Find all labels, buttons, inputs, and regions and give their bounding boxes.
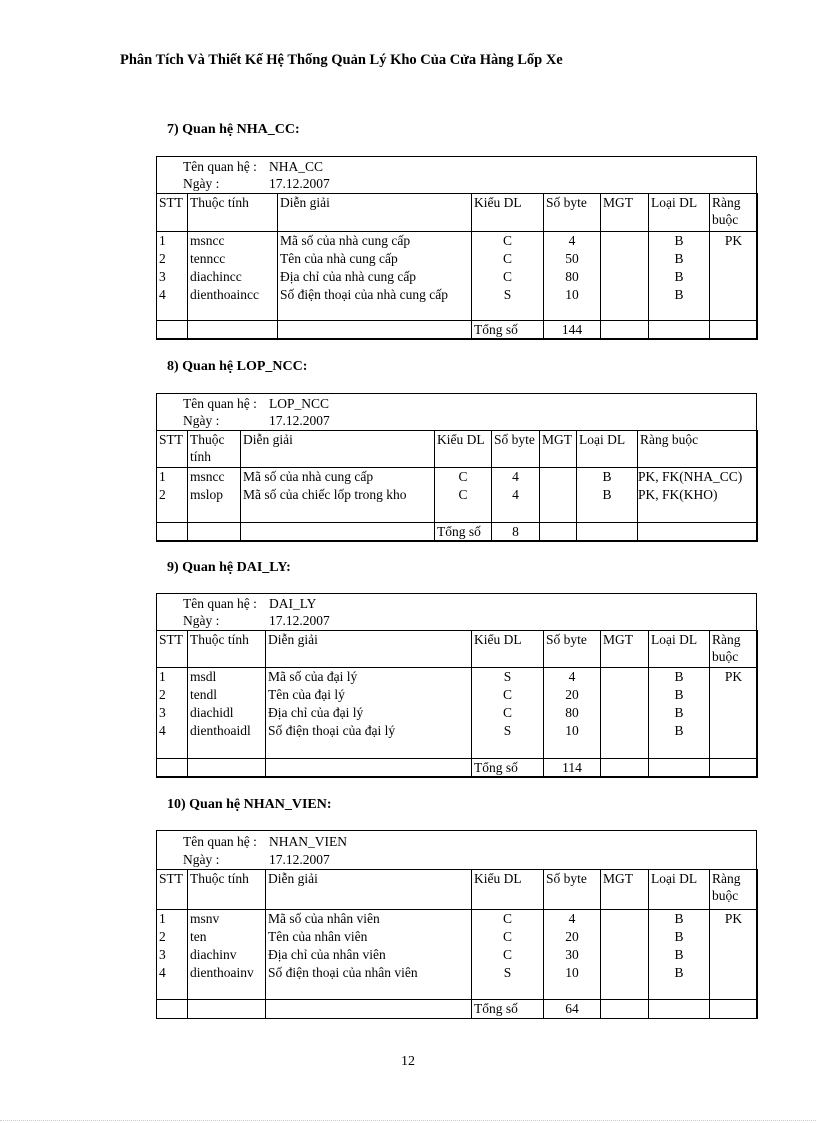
relation-name-label: Tên quan hệ : (183, 834, 257, 849)
col-header-thuoc-tinh: Thuộc tính (188, 431, 241, 468)
col-header-rang-buoc: Ràng buộc (710, 194, 758, 232)
description-cell: Mã số của đại lý Tên của đại lý Địa chỉ của đại lý Số điện thoại của đại lý (266, 668, 472, 759)
total-label: Tổng số (472, 1000, 544, 1019)
relation-table-lop-ncc (156, 393, 757, 541)
col-header-loai-dl: Loại DL (649, 631, 710, 668)
col-header-kieu-dl: Kiểu DL (472, 631, 544, 668)
total-label: Tổng số (472, 759, 544, 778)
total-row (157, 759, 758, 778)
table-header-row (157, 431, 758, 468)
col-header-mgt: MGT (601, 631, 649, 668)
table-body-row (157, 232, 758, 321)
relation-date-value: 17.12.2007 (269, 613, 330, 628)
bytes-cell: 4 50 80 10 (544, 232, 601, 321)
type-cell: S C C S (472, 668, 544, 759)
bytes-cell: 4 20 80 10 (544, 668, 601, 759)
total-value: 64 (544, 1000, 601, 1019)
col-header-stt: STT (157, 631, 188, 668)
relation-table-dai-ly (156, 593, 757, 777)
col-header-dien-giai: Diễn giải (266, 631, 472, 668)
relation-name-label: Tên quan hệ : (183, 396, 257, 411)
attribute-table (156, 430, 758, 542)
attribute-table (156, 193, 758, 340)
col-header-stt: STT (157, 431, 188, 468)
relation-info (157, 394, 756, 431)
total-row (157, 1000, 758, 1019)
relation-date-value: 17.12.2007 (269, 852, 330, 867)
type-cell: C C C S (472, 232, 544, 321)
constraint-cell: PK (710, 668, 758, 759)
col-header-stt: STT (157, 870, 188, 910)
col-header-mgt: MGT (601, 870, 649, 910)
col-header-dien-giai: Diễn giải (266, 870, 472, 910)
relation-date-value: 17.12.2007 (269, 413, 330, 428)
table-body-row (157, 910, 758, 1000)
stt-cell: 1 2 3 4 (157, 232, 188, 321)
constraint-cell: PK (710, 232, 758, 321)
col-header-so-byte: Số byte (544, 194, 601, 232)
kind-cell: B B B B (649, 232, 710, 321)
relation-date-label: Ngày : (183, 176, 220, 191)
kind-cell: B B B B (649, 668, 710, 759)
mgt-cell (601, 668, 649, 759)
col-header-dien-giai: Diễn giải (241, 431, 435, 468)
col-header-rang-buoc: Ràng buộc (638, 431, 758, 468)
constraint-cell: PK (710, 910, 758, 1000)
relation-date-value: 17.12.2007 (269, 176, 330, 191)
table-header-row (157, 631, 758, 668)
mgt-cell (601, 232, 649, 321)
relation-date-label: Ngày : (183, 413, 220, 428)
attribute-cell: msncc mslop (188, 468, 241, 523)
bytes-cell: 4 4 (492, 468, 540, 523)
attribute-cell: msdl tendl diachidl dienthoaidl (188, 668, 266, 759)
relation-name-value: DAI_LY (269, 596, 317, 611)
table-header-row (157, 194, 758, 232)
mgt-cell (601, 910, 649, 1000)
description-cell: Mã số của nhà cung cấp Mã số của chiếc lốp trong kho (241, 468, 435, 523)
attribute-table (156, 630, 758, 778)
bytes-cell: 4 20 30 10 (544, 910, 601, 1000)
total-value: 114 (544, 759, 601, 778)
relation-name-value: LOP_NCC (269, 396, 330, 411)
col-header-so-byte: Số byte (544, 870, 601, 910)
total-value: 144 (544, 321, 601, 340)
col-header-loai-dl: Loại DL (649, 870, 710, 910)
col-header-so-byte: Số byte (544, 631, 601, 668)
col-header-thuoc-tinh: Thuộc tính (188, 194, 278, 232)
table-body-row (157, 668, 758, 759)
col-header-thuoc-tinh: Thuộc tính (188, 870, 266, 910)
col-header-kieu-dl: Kiểu DL (472, 194, 544, 232)
relation-name-label: Tên quan hệ : (183, 159, 257, 174)
type-cell: C C C S (472, 910, 544, 1000)
col-header-dien-giai: Diễn giải (278, 194, 472, 232)
col-header-mgt: MGT (601, 194, 649, 232)
kind-cell: B B (577, 468, 638, 523)
total-value: 8 (492, 523, 540, 542)
col-header-so-byte: Số byte (492, 431, 540, 468)
section-title-nha-cc: 7) Quan hệ NHA_CC: (167, 122, 300, 137)
section-title-lop-ncc: 8) Quan hệ LOP_NCC: (167, 359, 308, 374)
total-row (157, 523, 758, 542)
attribute-table (156, 869, 758, 1019)
col-header-mgt: MGT (540, 431, 577, 468)
attribute-cell: msnv ten diachinv dienthoainv (188, 910, 266, 1000)
mgt-cell (540, 468, 577, 523)
col-header-kieu-dl: Kiểu DL (472, 870, 544, 910)
col-header-stt: STT (157, 194, 188, 232)
col-header-rang-buoc: Ràng buộc (710, 870, 758, 910)
table-body-row (157, 468, 758, 523)
relation-date-label: Ngày : (183, 852, 220, 867)
page-bottom-divider (0, 1120, 816, 1121)
col-header-loai-dl: Loại DL (577, 431, 638, 468)
relation-table-nhan-vien (156, 830, 757, 1019)
stt-cell: 1 2 3 4 (157, 668, 188, 759)
section-title-dai-ly: 9) Quan hệ DAI_LY: (167, 560, 291, 575)
relation-name-value: NHAN_VIEN (269, 834, 347, 849)
col-header-thuoc-tinh: Thuộc tính (188, 631, 266, 668)
section-title-nhan-vien: 10) Quan hệ NHAN_VIEN: (167, 797, 332, 812)
description-cell: Mã số của nhà cung cấp Tên của nhà cung cấp Địa chỉ của nhà cung cấp Số điện thoại của nhà cung cấp (278, 232, 472, 321)
col-header-kieu-dl: Kiểu DL (435, 431, 492, 468)
stt-cell: 1 2 3 4 (157, 910, 188, 1000)
col-header-rang-buoc: Ràng buộc (710, 631, 758, 668)
stt-cell: 1 2 (157, 468, 188, 523)
constraint-cell: PK, FK(NHA_CC) PK, FK(KHO) (638, 468, 758, 523)
relation-name-label: Tên quan hệ : (183, 596, 257, 611)
total-label: Tổng số (472, 321, 544, 340)
page-number: 12 (401, 1054, 415, 1069)
col-header-loai-dl: Loại DL (649, 194, 710, 232)
relation-info (157, 831, 756, 870)
attribute-cell: msncc tenncc diachincc dienthoaincc (188, 232, 278, 321)
kind-cell: B B B B (649, 910, 710, 1000)
relation-name-value: NHA_CC (269, 159, 324, 174)
total-label: Tổng số (435, 523, 492, 542)
total-row (157, 321, 758, 340)
page-header-title: Phân Tích Và Thiết Kế Hệ Thống Quản Lý Kho Của Cửa Hàng Lốp Xe (120, 52, 563, 68)
relation-date-label: Ngày : (183, 613, 220, 628)
type-cell: C C (435, 468, 492, 523)
relation-info (157, 157, 756, 194)
relation-table-nha-cc (156, 156, 757, 339)
description-cell: Mã số của nhân viên Tên của nhân viên Địa chỉ của nhân viên Số điện thoại của nhân viên (266, 910, 472, 1000)
relation-info (157, 594, 756, 631)
table-header-row (157, 870, 758, 910)
